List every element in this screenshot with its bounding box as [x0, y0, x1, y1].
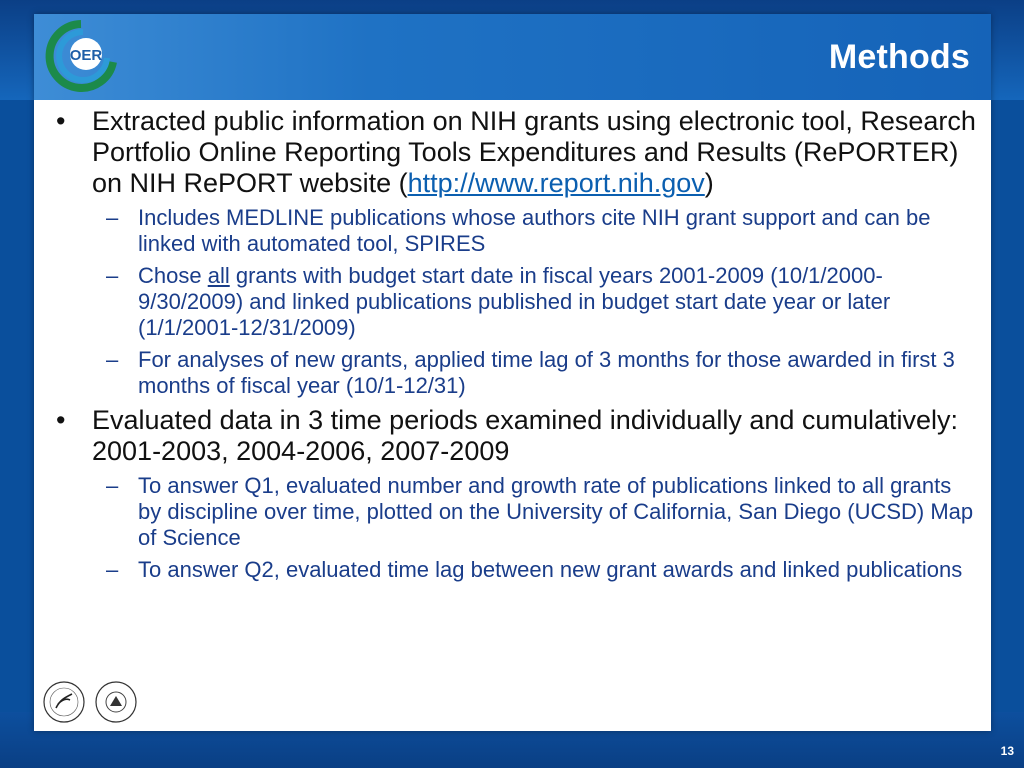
bullet-mark: •: [56, 106, 66, 136]
sub-bullet-mark: –: [106, 473, 119, 498]
bullet-1-text: Extracted public information on NIH grants using electronic tool, Research Portfolio Online Reporting Tools Expenditures and Results (RePORTER) on NIH RePORT website (: [92, 106, 976, 198]
sub-bullet-1-1: [56, 205, 976, 257]
sub-bullet-mark: –: [106, 205, 119, 230]
sub-bullet-1-2: [56, 263, 976, 341]
underlined-all: all: [207, 263, 230, 288]
oer-logo-icon: [38, 18, 124, 94]
sub-bullet-mark: –: [106, 557, 119, 582]
bullet-mark: •: [56, 405, 66, 435]
bullet-1: [56, 106, 976, 199]
hhs-seal-icon: [44, 682, 84, 722]
sub-bullet-2-2: [56, 557, 976, 583]
sub-bullet-text-pre: Chose: [138, 263, 208, 288]
bullet-1-text-end: ): [704, 168, 714, 198]
sub-bullet-2-1: [56, 473, 976, 551]
logo-text: OER: [69, 47, 103, 64]
sub-bullet-text: For analyses of new grants, applied time lag of 3 months for those awarded in first 3 months of fiscal year (10/1-12/31): [138, 347, 955, 398]
sub-bullet-mark: –: [106, 263, 119, 288]
report-link[interactable]: http://www.report.nih.gov: [407, 168, 705, 198]
slide-title: Methods: [828, 38, 970, 76]
page-number: 13: [1000, 744, 1014, 758]
sub-bullet-text: Includes MEDLINE publications whose authors cite NIH grant support and can be linked with automated tool, SPIRES: [138, 205, 931, 256]
agency-seals: [42, 678, 142, 726]
sub-bullet-1-3: [56, 347, 976, 399]
sub-bullet-text: To answer Q1, evaluated number and growth rate of publications linked to all grants by discipline over time, plotted on the University of California, San Diego (UCSD) Map of Science: [138, 473, 974, 550]
bullet-2-text: Evaluated data in 3 time periods examined individually and cumulatively: 2001-2003, 2004-2006, 2007-2009: [92, 405, 958, 466]
sub-bullet-text-post: grants with budget start date in fiscal years 2001-2009 (10/1/2000-9/30/2009) and linked publications published in budget start date year or later (1/1/2001-12/31/2009): [138, 263, 891, 340]
bullet-2: [56, 405, 976, 467]
nih-seal-icon: [96, 682, 136, 722]
slide-content: [56, 106, 976, 589]
sub-bullet-text: To answer Q2, evaluated time lag between new grant awards and linked publications: [138, 557, 963, 582]
sub-bullet-mark: –: [106, 347, 119, 372]
